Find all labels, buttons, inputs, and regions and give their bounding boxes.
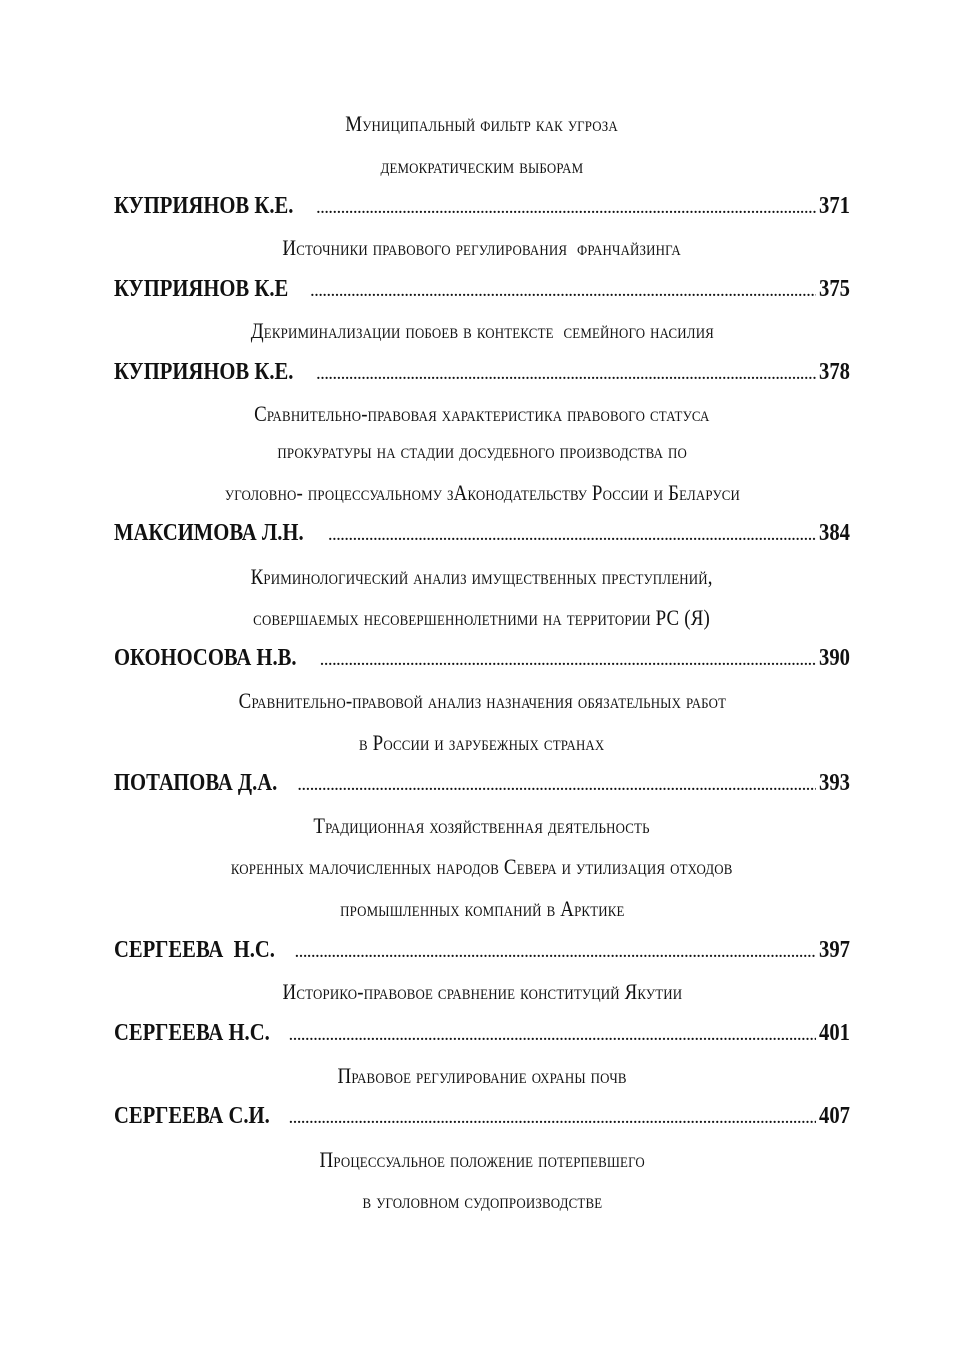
dot-leader [309,190,816,230]
toc-entry-title [0,228,964,268]
toc-entry-title [0,557,964,597]
toc-entry-title [0,473,964,513]
title-line: в уголовном судопроизводстве [362,1188,602,1213]
title-line: уголовно- процессуальному зАконодательству России и Беларуси [224,480,740,505]
page-number: 384 [819,520,850,546]
author-name: КУПРИЯНОВ К.Е [114,276,289,302]
toc-entry-title [0,146,964,186]
toc-entry-title [0,847,964,887]
page-number: 407 [819,1103,850,1129]
toc-entry-title [0,394,964,434]
author-name: СЕРГЕЕВА С.И. [114,1103,270,1129]
title-line: демократическим выборам [380,153,584,178]
author-name: ПОТАПОВА Д.А. [114,770,278,796]
toc-entry-author-line[interactable] [114,186,850,226]
toc-entry-title [0,431,964,471]
author-name: СЕРГЕЕВА Н.С. [114,937,275,963]
toc-entry-title [0,972,964,1012]
toc-entry-title [0,1056,964,1096]
dot-leader [321,517,817,557]
toc-entry-author-line[interactable] [114,1013,850,1053]
author-name: МАКСИМОВА Л.Н. [114,520,304,546]
page-number: 397 [819,937,850,963]
toc-entry-author-line[interactable] [114,763,850,803]
page-number: 401 [819,1020,850,1046]
toc-entry-title [0,1181,964,1221]
author-name: СЕРГЕЕВА Н.С. [114,1020,270,1046]
toc-entry-title [0,598,964,638]
title-line: Сравнительно-правовой анализ назначения обязательных работ [238,688,726,713]
toc-entry-title [0,311,964,351]
title-line: Правовое регулирование охраны почв [337,1063,627,1088]
toc-entry-author-line[interactable] [114,1096,850,1136]
toc-entry-title [0,104,964,144]
toc-entry-title [0,806,964,846]
dot-leader [290,767,816,807]
dot-leader [281,1017,816,1057]
title-line: прокуратуры на стадии досудебного производства по [277,438,687,463]
title-line: Муниципальный фильтр как угроза [345,111,619,136]
page-number: 393 [819,770,850,796]
toc-entry-title [0,681,964,721]
title-line: в России и зарубежных странах [359,730,605,755]
toc-entry-title [0,723,964,763]
title-line: совершаемых несовершеннолетними на территории РС (Я) [253,605,711,630]
title-line: коренных малочисленных народов Севера и утилизация отходов [231,854,733,879]
toc-entry-title [0,1140,964,1180]
toc-entry-title [0,889,964,929]
dot-leader [287,934,816,974]
title-line: Декриминализации побоев в контексте семейного насилия [250,318,714,343]
toc-entry-author-line[interactable] [114,638,850,678]
title-line: Историко-правовое сравнение конституций Якутии [282,979,682,1004]
author-name: КУПРИЯНОВ К.Е. [114,359,294,385]
toc-entry-author-line[interactable] [114,513,850,553]
page-number: 371 [819,193,850,219]
title-line: Процессуальное положение потерпевшего [319,1147,645,1172]
dot-leader [303,273,816,313]
author-name: ОКОНОСОВА Н.В. [114,645,297,671]
author-name: КУПРИЯНОВ К.Е. [114,193,294,219]
page-number: 375 [819,276,850,302]
page-number: 378 [819,359,850,385]
dot-leader [312,642,816,682]
title-line: Сравнительно-правовая характеристика правового статуса [254,401,710,426]
dot-leader [309,356,816,396]
title-line: Источники правового регулирования франчайзинга [282,235,682,260]
title-line: промышленных компаний в Арктике [339,896,625,921]
toc-entry-author-line[interactable] [114,352,850,392]
toc-entry-author-line[interactable] [114,269,850,309]
toc-entry-author-line[interactable] [114,930,850,970]
dot-leader [281,1100,816,1140]
title-line: Традиционная хозяйственная деятельность [313,813,651,838]
page-number: 390 [819,645,850,671]
title-line: Криминологический анализ имущественных преступлений, [250,564,714,589]
